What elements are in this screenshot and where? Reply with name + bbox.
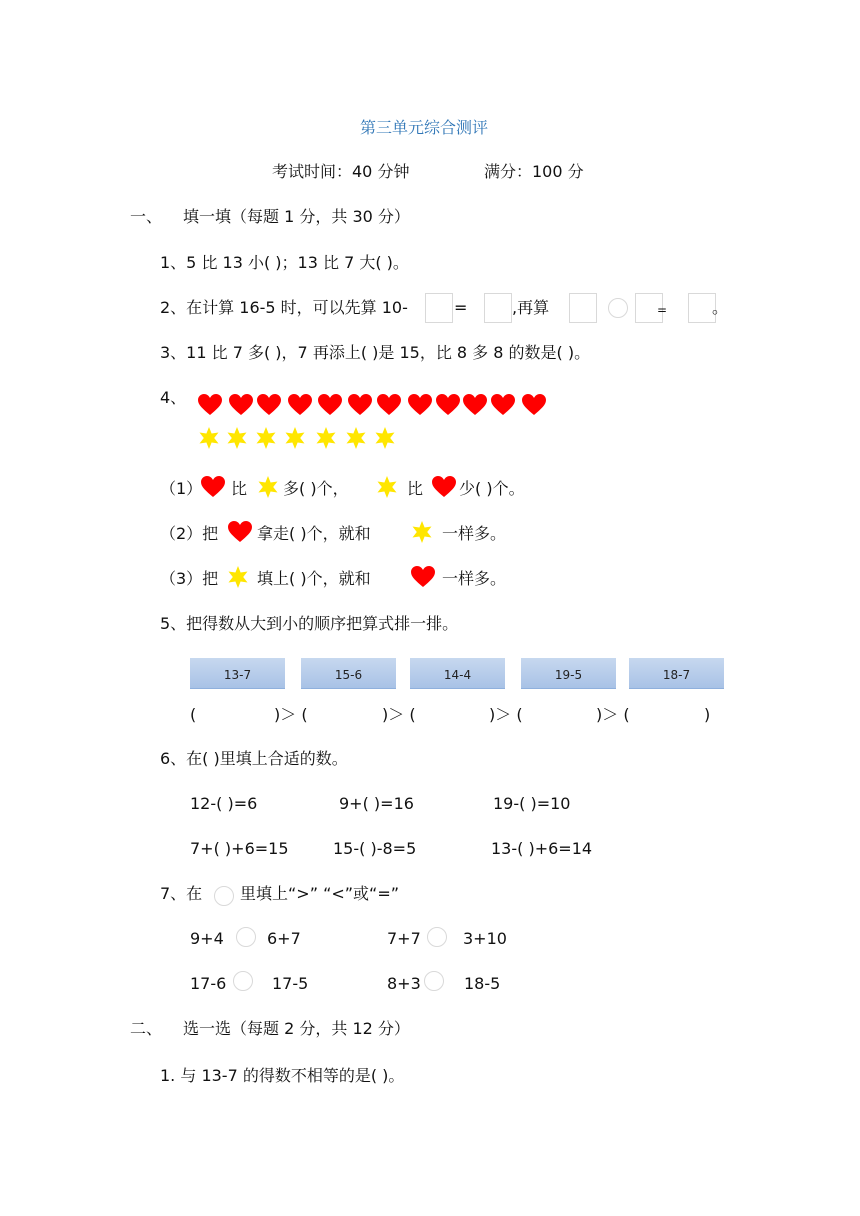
order-blank: )＞ ( <box>382 705 416 724</box>
fill-equation: 15-( )-8=5 <box>333 839 417 858</box>
heart-icon <box>463 394 487 416</box>
star-icon <box>411 521 433 543</box>
heart-icon <box>522 394 546 416</box>
compare-left: 7+7 <box>387 929 421 948</box>
q4-sub2-a: （2）把 <box>160 524 219 543</box>
heart-icon <box>228 521 252 543</box>
question-2-end: 。 <box>712 298 729 317</box>
heart-icon <box>229 394 253 416</box>
star-icon <box>226 427 248 449</box>
compare-circle[interactable] <box>424 971 444 991</box>
section2-number: 二、 <box>130 1019 163 1038</box>
heart-icon <box>411 566 435 588</box>
heart-icon <box>288 394 312 416</box>
answer-box[interactable] <box>425 293 453 323</box>
section2-heading: 选一选（每题 2 分，共 12 分） <box>183 1019 410 1038</box>
star-icon <box>376 476 398 498</box>
star-icon <box>257 476 279 498</box>
order-blank: )＞ ( <box>596 705 630 724</box>
heart-icon <box>408 394 432 416</box>
compare-circle[interactable] <box>214 886 234 906</box>
star-icon <box>345 427 367 449</box>
heart-icon <box>348 394 372 416</box>
compare-left: 8+3 <box>387 974 421 993</box>
order-blank: ) <box>704 705 711 724</box>
q4-sub1-e: 少( )个。 <box>459 479 525 498</box>
operator-circle[interactable] <box>608 298 628 318</box>
fill-equation: 13-( )+6=14 <box>491 839 593 858</box>
section2-question-1: 1. 与 13-7 的得数不相等的是( )。 <box>160 1066 405 1085</box>
star-icon <box>227 566 249 588</box>
fill-equation: 12-( )=6 <box>190 794 258 813</box>
q4-sub1-a: （1） <box>160 479 203 498</box>
question-1: 1、5 比 13 小( )；13 比 7 大( )。 <box>160 253 409 272</box>
q4-sub2-c: 一样多。 <box>442 524 507 543</box>
answer-box[interactable] <box>569 293 597 323</box>
q4-sub1-d: 比 <box>407 479 424 498</box>
question-2-mid: ,再算 <box>512 298 550 317</box>
question-3: 3、11 比 7 多( )，7 再添上( )是 15，比 8 多 8 的数是( )。 <box>160 343 591 362</box>
heart-icon <box>198 394 222 416</box>
compare-circle[interactable] <box>233 971 253 991</box>
expression-card[interactable]: 15-6 <box>301 658 396 689</box>
heart-icon <box>491 394 515 416</box>
q4-sub3-a: （3）把 <box>160 569 219 588</box>
compare-left: 9+4 <box>190 929 224 948</box>
star-icon <box>255 427 277 449</box>
question-6: 6、在( )里填上合适的数。 <box>160 749 348 768</box>
expression-card[interactable]: 13-7 <box>190 658 285 689</box>
star-icon <box>374 427 396 449</box>
heart-icon <box>257 394 281 416</box>
compare-right: 3+10 <box>463 929 507 948</box>
equals-sign: = <box>454 298 468 317</box>
equals-sign: = <box>657 303 668 317</box>
q4-sub3-c: 一样多。 <box>442 569 507 588</box>
compare-circle[interactable] <box>427 927 447 947</box>
order-blank: )＞ ( <box>274 705 308 724</box>
q4-sub1-c: 多( )个， <box>283 479 349 498</box>
compare-left: 17-6 <box>190 974 227 993</box>
page-title: 第三单元综合测评 <box>360 118 489 137</box>
heart-icon <box>201 476 225 498</box>
heart-icon <box>377 394 401 416</box>
compare-right: 6+7 <box>267 929 301 948</box>
compare-right: 18-5 <box>464 974 501 993</box>
order-blank: ( <box>190 705 197 724</box>
order-blank: )＞ ( <box>489 705 523 724</box>
q4-sub1-b: 比 <box>231 479 248 498</box>
compare-right: 17-5 <box>272 974 309 993</box>
star-icon <box>198 427 220 449</box>
q4-sub3-b: 填上( )个，就和 <box>257 569 371 588</box>
answer-box[interactable] <box>484 293 512 323</box>
expression-card[interactable]: 14-4 <box>410 658 505 689</box>
fill-equation: 7+( )+6=15 <box>190 839 289 858</box>
compare-circle[interactable] <box>236 927 256 947</box>
fill-equation: 9+( )=16 <box>339 794 414 813</box>
question-2-prefix: 2、在计算 16-5 时，可以先算 10- <box>160 298 408 317</box>
section1-heading: 填一填（每题 1 分，共 30 分） <box>183 207 410 226</box>
question-5: 5、把得数从大到小的顺序把算式排一排。 <box>160 614 459 633</box>
star-icon <box>315 427 337 449</box>
question-4-label: 4、 <box>160 388 187 407</box>
full-score: 满分：100 分 <box>484 162 584 181</box>
heart-icon <box>432 476 456 498</box>
question-7-suffix: 里填上“>” “<”或“=” <box>240 884 400 903</box>
q4-sub2-b: 拿走( )个，就和 <box>257 524 371 543</box>
heart-icon <box>436 394 460 416</box>
exam-time: 考试时间：40 分钟 <box>272 162 410 181</box>
heart-icon <box>318 394 342 416</box>
expression-card[interactable]: 18-7 <box>629 658 724 689</box>
fill-equation: 19-( )=10 <box>493 794 571 813</box>
question-7-prefix: 7、在 <box>160 884 203 903</box>
expression-card[interactable]: 19-5 <box>521 658 616 689</box>
section1-number: 一、 <box>130 207 163 226</box>
star-icon <box>284 427 306 449</box>
